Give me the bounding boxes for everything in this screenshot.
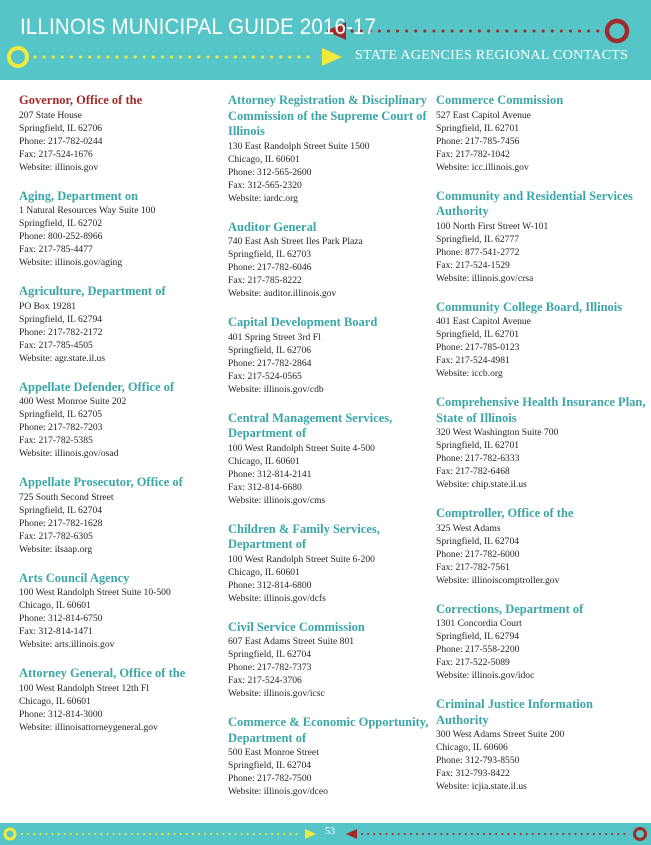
agency-detail-line: Chicago, IL 60601 [19,695,91,707]
agency-detail-line: Website: icjia.state.il.us [436,781,527,792]
agency-detail-line: Springfield, IL 62704 [19,504,103,516]
agency-entry [19,189,224,270]
agency-detail-line: Springfield, IL 62706 [228,344,312,356]
agency-detail-line: Fax: 217-782-6468 [436,466,510,477]
agency-name: Capital Development Board [228,315,378,329]
agency-name: Commerce Commission [436,93,564,107]
agency-detail-line: Chicago, IL 60601 [228,566,300,578]
agency-detail-line: Fax: 217-522-5089 [436,657,510,668]
agency-name: Agriculture, Department of [19,284,166,298]
agency-detail-line: Website: illinois.gov/cdb [228,383,324,395]
yellow-ring-icon [9,48,27,66]
agency-entry [228,315,433,396]
page-number: 53 [325,826,335,837]
agency-detail-line: Springfield, IL 62704 [436,535,520,547]
agency-entry [228,220,433,301]
page-subtitle: STATE AGENCIES REGIONAL CONTACTS [355,48,629,63]
agency-detail-line: Springfield, IL 62705 [19,409,103,420]
agency-name: Attorney Registration & Disciplinary Commission of the Supreme Court of Illinois [228,93,427,138]
agency-detail-line: Fax: 312-793-8422 [436,768,510,779]
agency-detail-line: Fax: 312-814-6680 [228,481,302,493]
agency-detail-line: Website: icc.illinois.gov [436,161,529,173]
agency-detail-line: 300 West Adams Street Suite 200 [436,729,565,740]
agency-detail-line: Website: illinois.gov/crsa [436,272,534,284]
agency-detail-line: 100 West Randolph Street 12th Fl [19,682,149,694]
agency-detail-line: Fax: 217-782-5385 [19,435,93,446]
red-ring-icon [607,21,627,41]
agency-detail-line: Phone: 217-782-0244 [19,135,103,147]
yellow-right-arrow-icon [35,48,342,66]
agency-detail-line: Website: ilsaap.org [19,543,93,555]
agency-detail-line: Phone: 217-782-6046 [228,262,312,273]
agency-detail-line: Website: iccb.org [436,368,503,379]
agency-detail-line: Website: chip.state.il.us [436,479,527,490]
agency-detail-line: Fax: 217-524-4981 [436,355,510,366]
agency-name: Aging, Department on [19,188,139,203]
agency-detail-line: 527 East Capitol Avenue [436,109,531,121]
agency-detail-line: Springfield, IL 62777 [436,233,520,245]
agency-entry [19,666,224,734]
agency-detail-line: 401 Spring Street 3rd Fl [228,331,321,343]
agency-detail-line: Phone: 217-785-0123 [436,342,520,353]
agency-detail-line: Phone: 217-782-2172 [19,326,103,338]
page-title: ILLINOIS MUNICIPAL GUIDE 2016-17 [20,14,377,39]
agency-detail-line: Website: iardc.org [228,192,298,204]
agency-detail-line: 740 East Ash Street Iles Park Plaza [228,236,363,247]
agency-entry [436,697,646,793]
agency-name: Central Management Services, Department of [228,410,393,440]
agency-detail-line: Springfield, IL 62794 [19,313,103,325]
agency-detail-line: Fax: 217-782-6305 [19,530,93,542]
agency-detail-line: Phone: 877-541-2772 [436,246,520,258]
agency-entry [436,93,646,174]
agency-detail-line: Fax: 217-524-1529 [436,259,510,271]
agency-name: Corrections, Department of [436,601,584,616]
agency-detail-line: Fax: 217-524-3706 [228,675,302,686]
agency-name: Appellate Prosecutor, Office of [19,475,183,489]
agency-entry [228,93,433,205]
agency-detail-line: Phone: 312-565-2600 [228,166,312,178]
yellow-footer-arrow-icon [5,829,316,839]
agency-detail-line: 500 East Monroe Street [228,747,319,758]
agency-detail-line: 100 North First Street W-101 [436,220,549,232]
agency-detail-line: Fax: 217-524-1676 [19,148,93,160]
agency-detail-line: Website: illinois.gov/cms [228,494,326,506]
agency-name: Comprehensive Health Insurance Plan, State of Illinois [436,395,646,425]
agency-detail-line: Springfield, IL 62704 [228,649,312,660]
agency-name: Governor, Office of the [19,93,143,107]
agency-detail-line: Springfield, IL 62701 [436,329,520,340]
agency-detail-line: Phone: 312-814-6750 [19,613,103,624]
agency-detail-line: 100 West Randolph Street Suite 6-200 [228,553,375,565]
agency-detail-line: Chicago, IL 60606 [436,742,508,753]
agency-detail-line: Chicago, IL 60601 [228,153,300,165]
agency-detail-line: Phone: 217-782-7500 [228,773,312,784]
agency-detail-line: 725 South Second Street [19,491,114,503]
agency-detail-line: Fax: 312-814-1471 [19,626,93,637]
agency-detail-line: 607 East Adams Street Suite 801 [228,636,355,647]
agency-detail-line: Springfield, IL 62706 [19,122,103,134]
agency-detail-line: Springfield, IL 62701 [436,122,520,134]
agency-detail-line: Fax: 217-785-4505 [19,339,93,351]
agency-detail-line: Website: illinoiscomptroller.gov [436,574,560,586]
agency-name: Community College Board, Illinois [436,299,623,314]
agency-detail-line: Phone: 312-793-8550 [436,755,520,766]
agency-detail-line: Fax: 217-785-8222 [228,275,302,286]
agency-detail-line: 100 West Randolph Street Suite 10-500 [19,587,171,598]
agency-name: Appellate Defender, Office of [19,379,175,394]
agency-name: Civil Service Commission [228,619,365,634]
agency-detail-line: 401 East Capitol Avenue [436,316,531,327]
agency-detail-line: Website: illinois.gov/aging [19,257,123,268]
agency-detail-line: Website: illinois.gov/icsc [228,688,325,699]
red-footer-arrow-icon [346,829,646,840]
agency-entry [228,411,433,507]
agency-detail-line: Fax: 217-524-0565 [228,370,302,382]
agency-name: Commerce & Economic Opportunity, Department of [228,715,429,745]
agency-detail-line: Phone: 217-785-7456 [436,135,520,147]
agency-detail-line: Fax: 217-785-4477 [19,244,93,255]
agency-detail-line: 100 West Randolph Street Suite 4-500 [228,442,375,454]
agency-detail-line: 207 State House [19,109,82,121]
agency-entry [436,395,646,491]
agency-entry [19,571,224,652]
agency-detail-line: Website: arts.illinois.gov [19,639,115,650]
agency-detail-line: Fax: 312-565-2320 [228,179,302,191]
agency-detail-line: Phone: 217-782-1628 [19,517,103,529]
agency-detail-line: PO Box 19281 [19,300,77,312]
agency-entry [228,620,433,701]
agency-detail-line: Website: illinois.gov/osad [19,448,119,459]
column-1 [19,93,224,749]
agency-entry [436,189,646,285]
agency-name: Arts Council Agency [19,570,130,585]
agency-detail-line: Springfield, IL 62701 [436,440,520,451]
agency-detail-line: Website: agr.state.il.us [19,352,106,364]
agency-name: Comptroller, Office of the [436,506,574,520]
agency-detail-line: Website: illinois.gov/dceo [228,786,328,797]
agency-entry [19,284,224,365]
agency-entry [19,475,224,556]
agency-detail-line: Website: auditor.illinois.gov [228,288,337,299]
agency-detail-line: Springfield, IL 62703 [228,249,312,260]
agency-detail-line: Fax: 217-782-1042 [436,148,510,160]
agency-detail-line: 130 East Randolph Street Suite 1500 [228,140,370,152]
agency-detail-line: Phone: 217-782-7203 [19,422,103,433]
agency-entry [19,380,224,461]
agency-name: Children & Family Services, Department of [228,521,380,551]
agency-detail-line: Phone: 312-814-3000 [19,708,103,720]
agency-detail-line: Phone: 312-814-2141 [228,468,312,480]
agency-detail-line: Website: illinoisattorneygeneral.gov [19,721,158,733]
agency-detail-line: Phone: 217-782-6000 [436,548,520,560]
header-decoration [0,0,651,80]
agency-detail-line: 1 Natural Resources Way Suite 100 [19,205,156,216]
agency-entry [436,602,646,683]
agency-detail-line: Fax: 217-782-7561 [436,561,510,573]
agency-detail-line: Website: illinois.gov [19,161,99,173]
agency-entry [228,522,433,605]
agency-name: Criminal Justice Information Authority [436,697,593,727]
agency-entry [19,93,224,174]
agency-name: Auditor General [228,219,317,234]
agency-detail-line: 320 West Washington Suite 700 [436,427,559,438]
agency-detail-line: Phone: 217-782-7373 [228,662,312,673]
agency-detail-line: Phone: 217-782-2864 [228,357,312,369]
agency-detail-line: Springfield, IL 62794 [436,631,520,642]
agency-detail-line: Phone: 800-252-8966 [19,231,103,242]
agency-entry [436,506,646,587]
agency-entry [436,300,646,381]
agency-detail-line: Phone: 217-558-2200 [436,644,520,655]
agency-detail-line: Springfield, IL 62702 [19,218,103,229]
agency-detail-line: Website: illinois.gov/idoc [436,670,535,681]
column-3 [436,93,646,808]
agency-detail-line: Phone: 217-782-6333 [436,453,520,464]
agency-entry [228,715,433,798]
agency-detail-line: 1301 Concordia Court [436,618,522,629]
agency-detail-line: Chicago, IL 60601 [228,455,300,467]
agency-name: Attorney General, Office of the [19,666,186,680]
column-2 [228,93,433,813]
agency-detail-line: Website: illinois.gov/dcfs [228,592,326,604]
agency-detail-line: Springfield, IL 62704 [228,760,312,771]
agency-detail-line: 325 West Adams [436,522,501,534]
agency-detail-line: Phone: 312-814-6800 [228,579,312,591]
agency-name: Community and Residential Services Authority [436,188,633,218]
agency-detail-line: 400 West Monroe Suite 202 [19,396,127,407]
agency-detail-line: Chicago, IL 60601 [19,600,91,611]
